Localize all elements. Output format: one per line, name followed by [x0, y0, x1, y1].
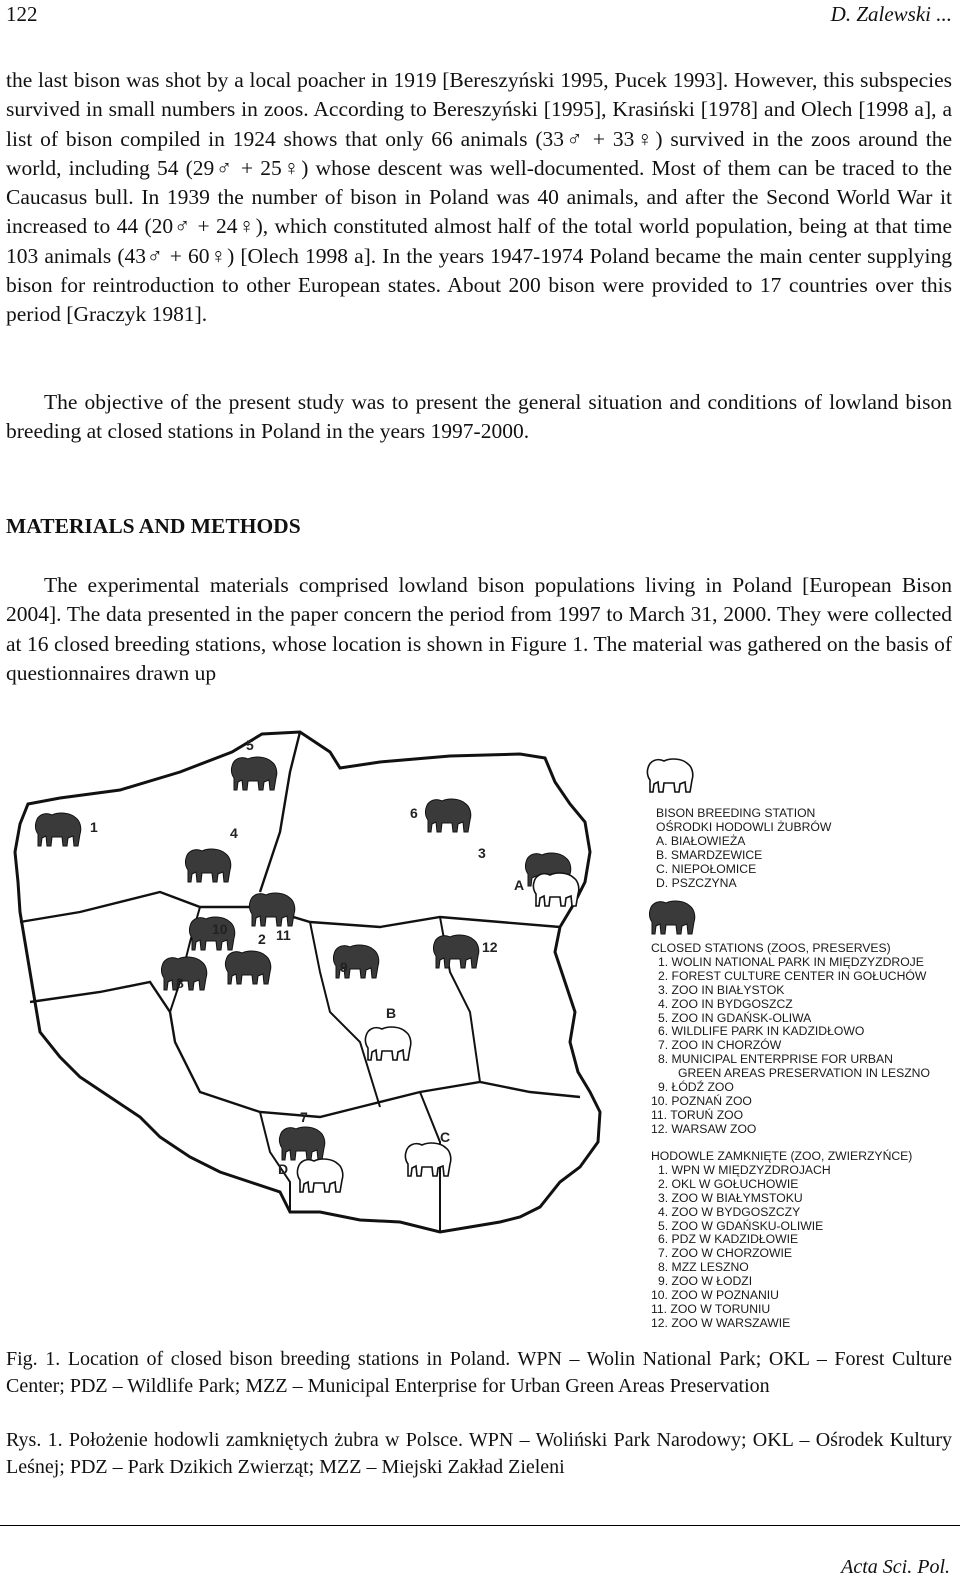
- legend-closed-pl-item: 8. MZZ LESZNO: [658, 1260, 749, 1275]
- legend-breeding-item: D. PSZCZYNA: [656, 875, 737, 890]
- legend-closed-title-pl: HODOWLE ZAMKNIĘTE (ZOO, ZWIERZYŃCE): [651, 1149, 913, 1163]
- legend-closed-pl-item: 11. ZOO W TORUNIU: [651, 1301, 771, 1316]
- legend-closed-pl-item: 1. WPN W MIĘDZYZDROJACH: [658, 1162, 831, 1177]
- legend-breeding-item: C. NIEPOŁOMICE: [656, 861, 757, 876]
- bison-icon-6: [425, 799, 470, 832]
- map-label-9: 9: [340, 959, 348, 975]
- legend-closed-pl-item: 12. ZOO W WARSZAWIE: [651, 1315, 791, 1330]
- bison-icon-5: [231, 757, 276, 790]
- legend-closed-item: 4. ZOO IN BYDGOSZCZ: [658, 996, 793, 1011]
- legend-closed-pl-item: 4. ZOO W BYDGOSZCZY: [658, 1204, 801, 1219]
- map-label-2: 2: [258, 931, 266, 947]
- map-label-11: 11: [276, 927, 291, 943]
- legend-closed-item: 10. POZNAŃ ZOO: [651, 1093, 752, 1108]
- legend-closed-item: 8. MUNICIPAL ENTERPRISE FOR URBAN: [658, 1052, 893, 1067]
- bison-icon-2: [225, 951, 270, 984]
- paragraph-objective: The objective of the present study was to present the general situation and conditions of lowland bison breeding at closed stations in Poland in the years 1997-2000.: [6, 390, 952, 444]
- paragraph-materials: The experimental materials comprised lowland bison populations living in Poland [European Bison 2004]. The data presented in the paper concern the period from 1997 to March 31, 2000. They were collected at 16 closed breeding stations, whose location is shown in Figure 1. The material was gathered on the basis of questionnaires drawn up: [6, 573, 952, 685]
- bison-icon-7: [279, 1127, 324, 1160]
- legend-breeding-item: B. SMARDZEWICE: [656, 847, 763, 862]
- legend-breeding-stations: [656, 807, 831, 890]
- legend-closed-item: 5. ZOO IN GDAŃSK-OLIWA: [658, 1010, 812, 1025]
- legend-closed-pl-item: 9. ZOO W ŁODZI: [658, 1274, 753, 1289]
- map-label-c: C: [440, 1129, 451, 1145]
- map-label-5: 5: [246, 737, 254, 753]
- region-border-3: [30, 982, 580, 1117]
- map-label-12: 12: [482, 939, 498, 955]
- legend-closed-pl-item: 3. ZOO W BIAŁYMSTOKU: [658, 1190, 803, 1205]
- legend-closed-pl-item: 7. ZOO W CHORZOWIE: [658, 1246, 793, 1261]
- legend-closed-pl-item: 5. ZOO W GDAŃSKU-OLIWIE: [658, 1218, 824, 1233]
- map-label-1: 1: [90, 819, 98, 835]
- bison-icon-b: [365, 1027, 410, 1060]
- bison-icon-12: [433, 935, 478, 968]
- bison-icon-4: [185, 849, 230, 882]
- legend-breeding-title-pl: OŚRODKI HODOWLI ŻUBRÓW: [656, 819, 832, 834]
- bison-icon-a: [533, 873, 578, 906]
- legend-closed-item: 1. WOLIN NATIONAL PARK IN MIĘDZYZDROJE: [658, 954, 924, 969]
- legend-bison-dark-icon: [649, 901, 694, 934]
- footer-rule: [0, 1525, 960, 1526]
- journal-name: Acta Sci. Pol.: [841, 1556, 950, 1578]
- map-label-7: 7: [300, 1109, 308, 1125]
- figure-caption-en: Fig. 1. Location of closed bison breeding stations in Poland. WPN – Wolin National Park; OKL – Forest Culture Center; PDZ – Wildlife Park; MZZ – Municipal Enterprise for Urban Green Areas Preservation: [6, 1348, 952, 1397]
- legend-closed-pl-item: 10. ZOO W POZNANIU: [651, 1288, 779, 1303]
- legend-closed-title-en: CLOSED STATIONS (ZOOS, PRESERVES): [651, 941, 891, 955]
- map-label-a: A: [514, 877, 525, 893]
- legend-closed-pl-item: 6. PDZ W KADZIDŁOWIE: [658, 1232, 799, 1247]
- legend-closed-item: 3. ZOO IN BIAŁYSTOK: [658, 982, 785, 997]
- legend-breeding-title-en: BISON BREEDING STATION: [656, 806, 816, 820]
- map-label-4: 4: [230, 825, 238, 841]
- legend-closed-item: 7. ZOO IN CHORZÓW: [658, 1038, 782, 1053]
- map-label-10: 10: [212, 921, 228, 937]
- figure-caption-pl: Rys. 1. Położenie hodowli zamkniętych żubra w Polsce. WPN – Woliński Park Narodowy; OKL – Ośrodek Kultury Leśnej; PDZ – Park Dzikich Zwierząt; MZZ – Miejski Zakład Zieleni: [6, 1429, 952, 1478]
- bison-icon-c: [405, 1143, 450, 1176]
- legend-closed-item: 9. ŁÓDŹ ZOO: [658, 1080, 734, 1095]
- legend-breeding-item: A. BIAŁOWIEŻA: [656, 833, 746, 848]
- legend-closed-item: 6. WILDLIFE PARK IN KADZIDŁOWO: [658, 1024, 865, 1039]
- figure-map: [0, 712, 960, 1344]
- map-label-8: 8: [176, 975, 184, 991]
- legend-closed-item: 2. FOREST CULTURE CENTER IN GOŁUCHÓW: [658, 968, 927, 983]
- running-head: D. Zalewski ...: [830, 2, 952, 26]
- region-border-1: [260, 732, 300, 892]
- legend-closed-stations-pl: [651, 1150, 912, 1331]
- map-label-b: B: [386, 1005, 397, 1021]
- bison-icon-1: [35, 813, 80, 846]
- paragraph-intro: the last bison was shot by a local poacher in 1919 [Bereszyński 1995, Pucek 1993]. However, this subspecies survived in small numbers in zoos. According to Bereszyński [1995], Krasiński [1978] and Olech [1998 a], a list of bison compiled in 1924 shows that only 66 animals (33♂ + 33♀) survived in the zoos around the world, including 54 (29♂ + 25♀) whose descent was well-documented. Most of them can be traced to the Caucasus bull. In 1939 the number of bison in Poland was 40 animals, and after the Second World War it increased to 44 (20♂ + 24♀), which constituted almost half of the total world population, being at that time 103 animals (43♂ + 60♀) [Olech 1998 a]. In the years 1947-1974 Poland became the main center supplying bison for reintroduction to other European states. About 200 bison were provided to 17 countries over this period [Graczyk 1981].: [6, 68, 952, 327]
- bison-icon-8: [161, 957, 206, 990]
- legend-closed-pl-item: 2. OKL W GOŁUCHOWIE: [658, 1176, 799, 1191]
- bison-icon-11: [249, 893, 294, 926]
- map-label-6: 6: [410, 805, 418, 821]
- legend-closed-item: GREEN AREAS PRESERVATION IN LESZNO: [678, 1066, 930, 1081]
- map-label-3: 3: [478, 845, 486, 861]
- page-number: 122: [6, 2, 38, 26]
- legend-closed-stations-en: [651, 942, 930, 1137]
- bison-icon-d: [297, 1159, 342, 1192]
- legend-closed-item: 12. WARSAW ZOO: [651, 1121, 757, 1136]
- legend-bison-light-icon: [647, 759, 692, 792]
- map-label-d: D: [278, 1161, 289, 1177]
- legend-closed-item: 11. TORUŃ ZOO: [651, 1107, 744, 1122]
- section-heading: MATERIALS AND METHODS: [6, 514, 301, 538]
